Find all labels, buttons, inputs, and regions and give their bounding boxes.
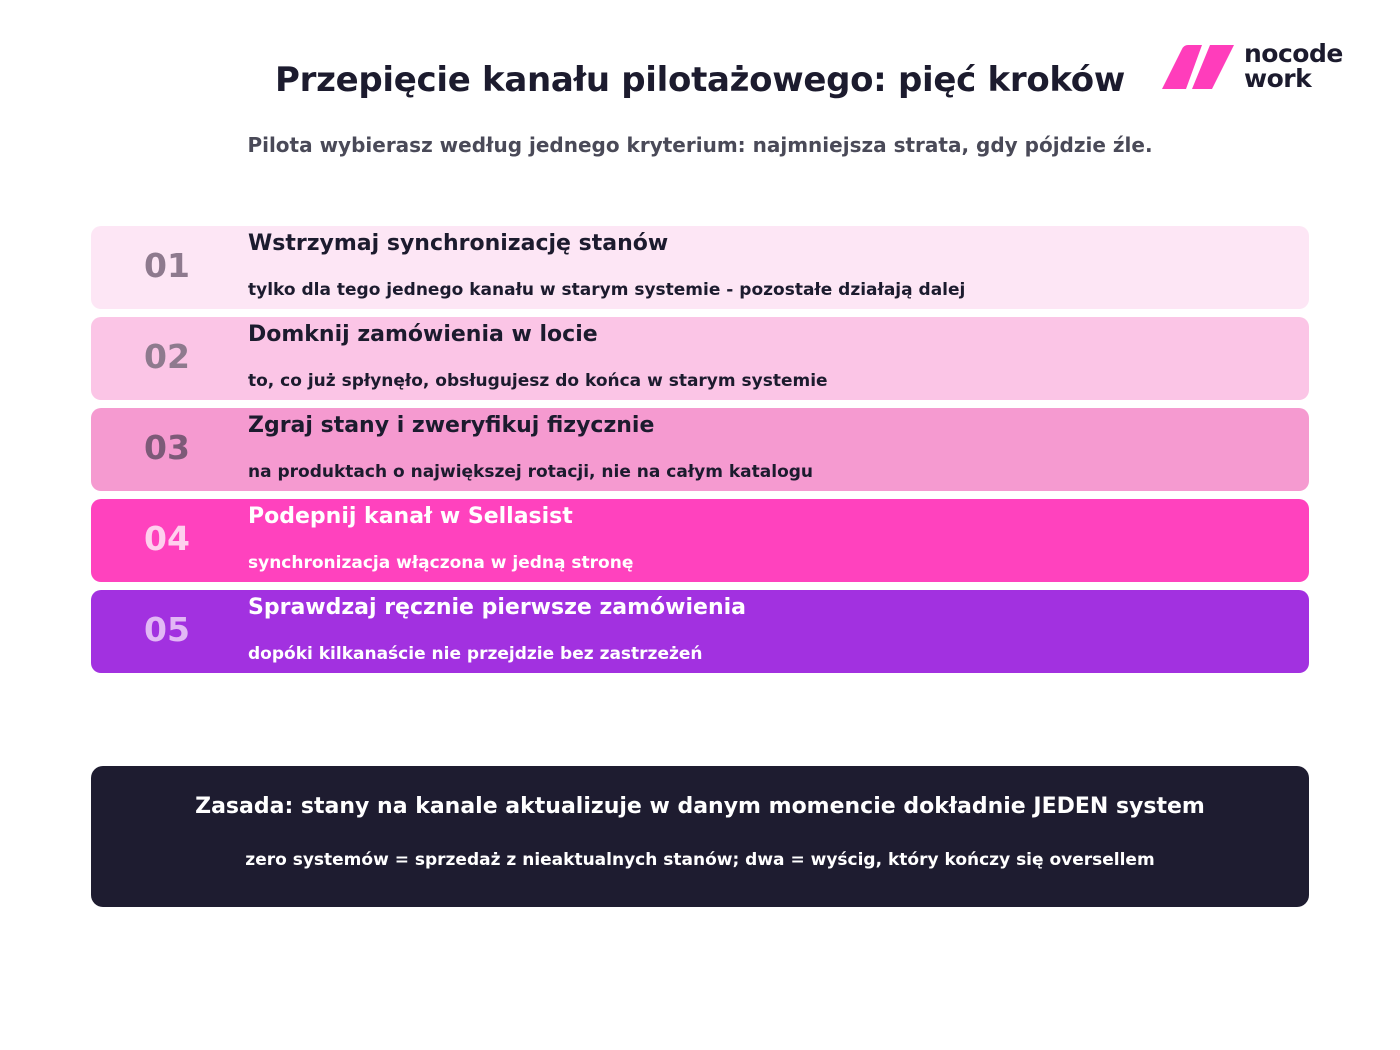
step-card <box>91 226 1309 309</box>
logo-wordmark <box>1244 41 1343 91</box>
step-description: tylko dla tego jednego kanału w starym systemie - pozostałe działają dalej <box>248 280 966 300</box>
step-description: dopóki kilkanaście nie przejdzie bez zastrzeżeń <box>248 644 703 664</box>
step-title: Zgraj stany i zweryfikuj fizycznie <box>248 413 655 438</box>
rule-title: Zasada: stany na kanale aktualizuje w danym momencie dokładnie JEDEN system <box>195 794 1205 819</box>
step-title: Domknij zamówienia w locie <box>248 322 598 347</box>
step-number: 04 <box>144 519 190 558</box>
step-description: na produktach o największej rotacji, nie na całym katalogu <box>248 462 814 482</box>
step-number: 01 <box>144 246 190 285</box>
step-card <box>91 408 1309 491</box>
step-description: to, co już spłynęło, obsługujesz do końca w starym systemie <box>248 371 828 391</box>
step-number: 03 <box>144 428 190 467</box>
steps-list <box>91 226 1309 681</box>
step-title: Podepnij kanał w Sellasist <box>248 504 573 529</box>
step-description: synchronizacja włączona w jedną stronę <box>248 553 634 573</box>
step-title: Sprawdzaj ręcznie pierwsze zamówienia <box>248 595 746 620</box>
logo-line-2: work <box>1244 64 1312 93</box>
step-number: 02 <box>144 337 190 376</box>
nocode-work-logo <box>1162 39 1362 93</box>
step-card <box>91 317 1309 400</box>
step-title: Wstrzymaj synchronizację stanów <box>248 231 669 256</box>
step-card <box>91 590 1309 673</box>
logo-line-1: nocode <box>1244 39 1343 68</box>
page-title: Przepięcie kanału pilotażowego: pięć kroków <box>275 60 1125 100</box>
step-number: 05 <box>144 610 190 649</box>
step-card <box>91 499 1309 582</box>
rule-description: zero systemów = sprzedaż z nieaktualnych stanów; dwa = wyścig, który kończy się oversellem <box>245 850 1155 870</box>
logo-mark-icon <box>1162 43 1236 91</box>
page-subtitle: Pilota wybierasz według jednego kryterium: najmniejsza strata, gdy pójdzie źle. <box>247 133 1153 157</box>
rule-box <box>91 766 1309 907</box>
